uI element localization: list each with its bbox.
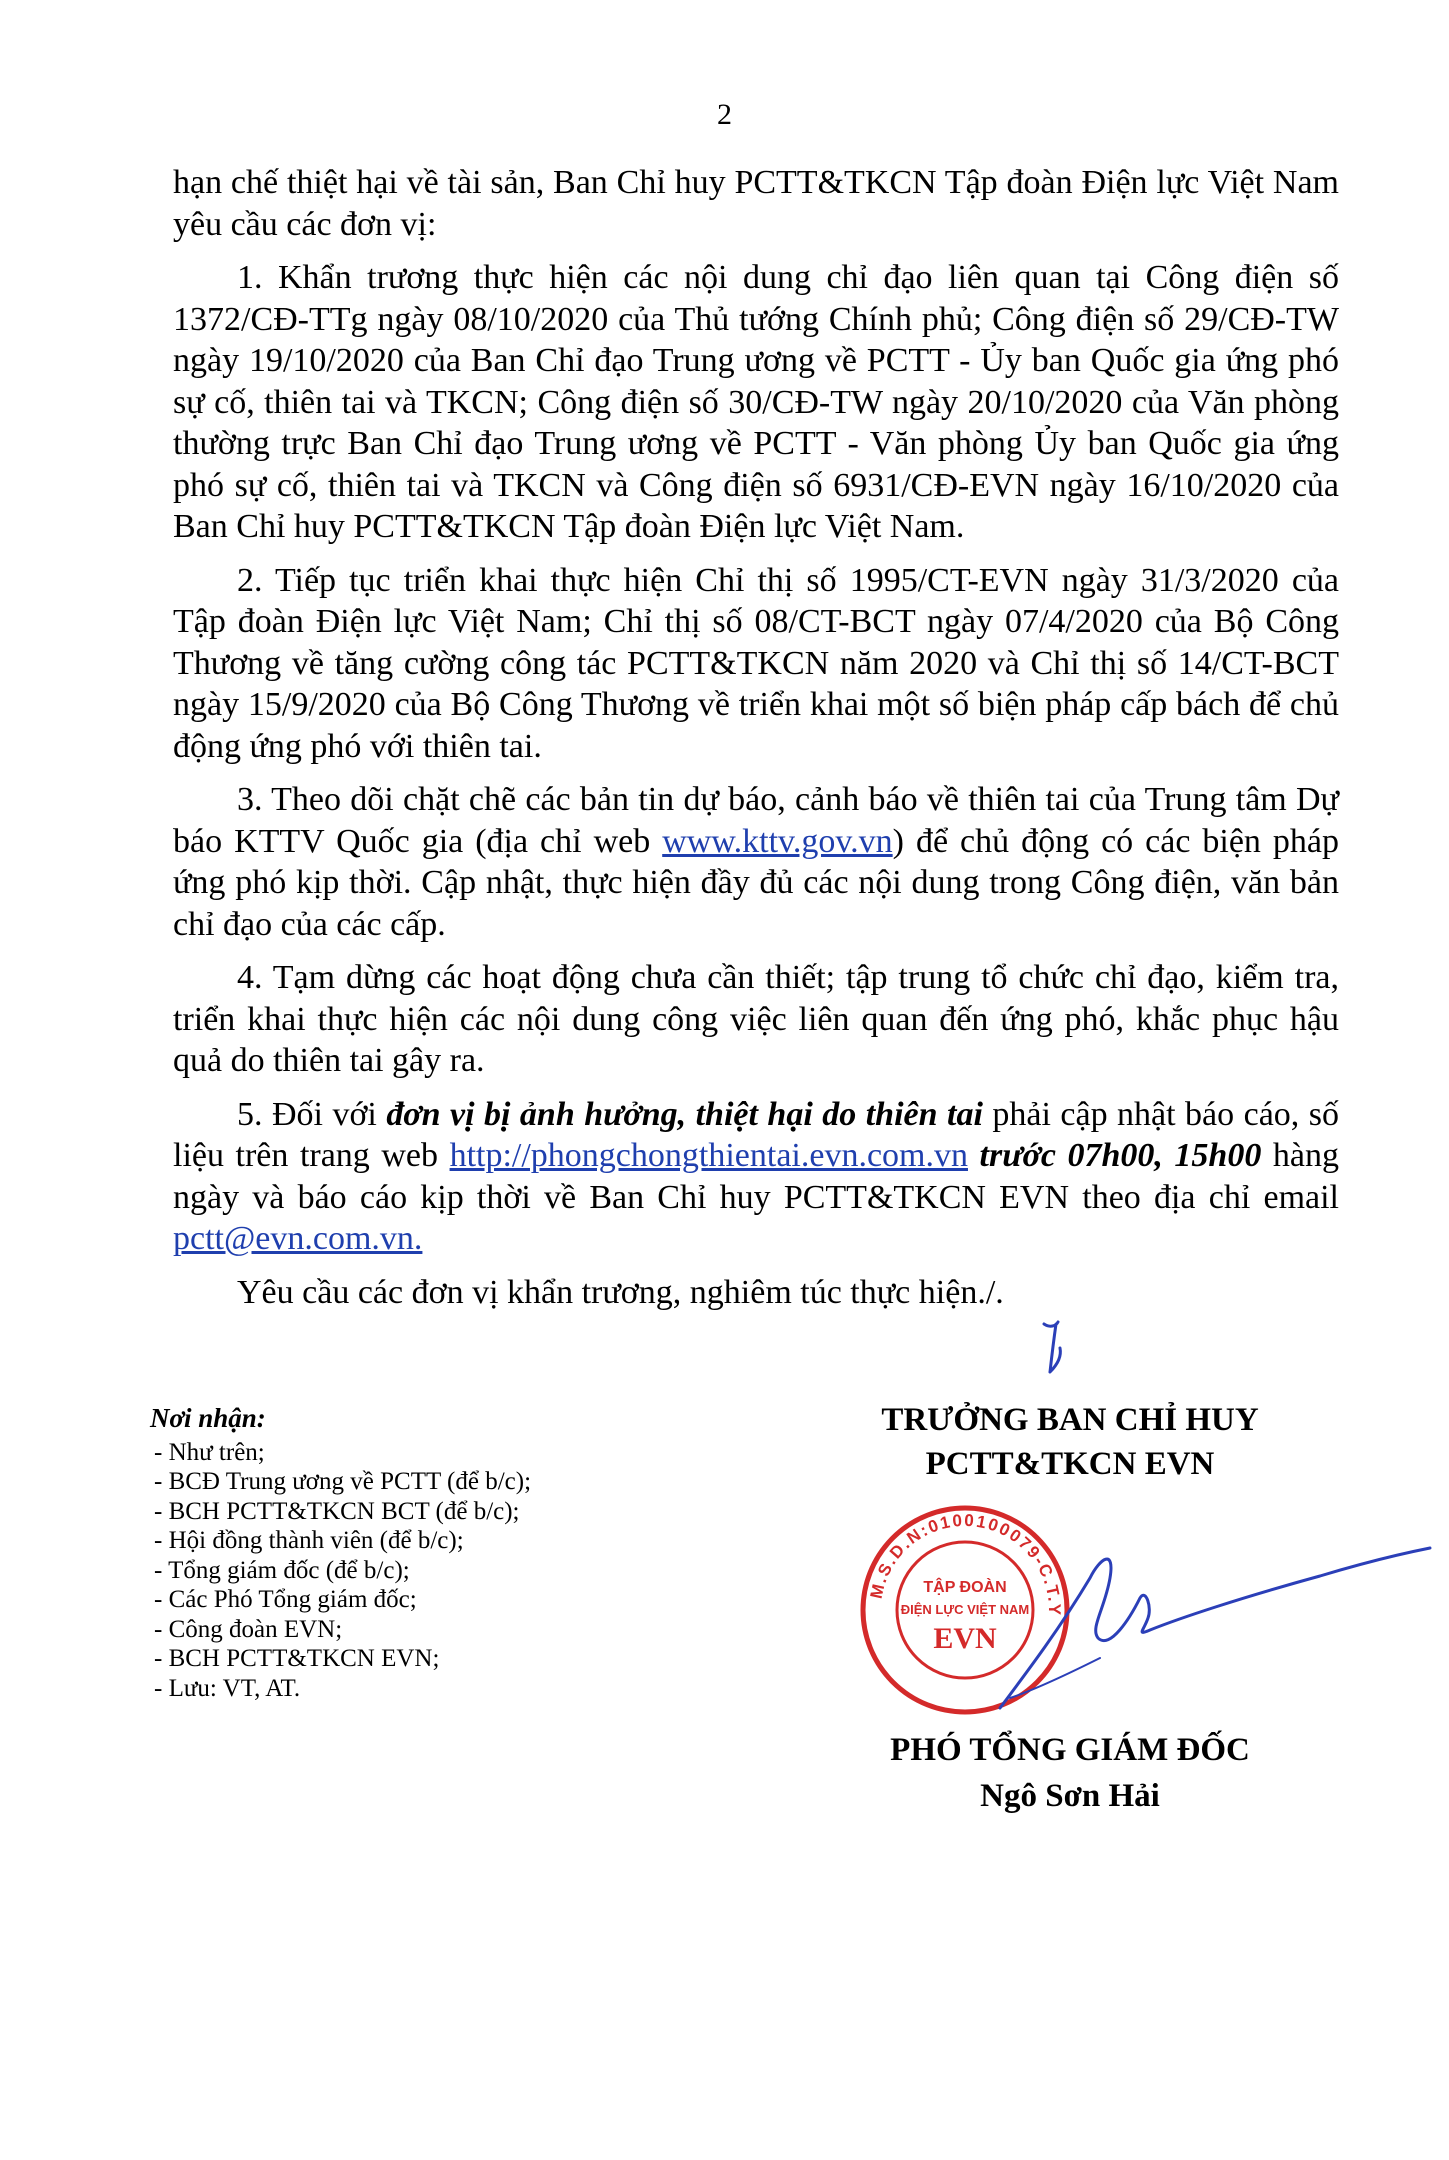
recipient-item: - Các Phó Tổng giám đốc; bbox=[154, 1586, 417, 1613]
recipient-item: - BCH PCTT&TKCN BCT (để b/c); bbox=[154, 1497, 520, 1525]
signature-title-line2: PCTT&TKCN EVN bbox=[925, 1446, 1215, 1482]
recipient-item: - Lưu: VT, AT. bbox=[154, 1674, 301, 1702]
closing-paragraph: Yêu cầu các đơn vị khẩn trương, nghiêm túc thực hiện./. bbox=[237, 1273, 1004, 1311]
signature-title-line1: TRƯỞNG BAN CHỈ HUY bbox=[881, 1402, 1259, 1438]
seal-line3: EVN bbox=[933, 1622, 997, 1655]
seal-line1: TẬP ĐOÀN bbox=[923, 1579, 1007, 1596]
item-3-paragraph bbox=[173, 779, 1339, 945]
seal-ring-text: M.S.D.N:0100100079-C.T.Y bbox=[866, 1510, 1065, 1618]
recipient-item: - BCH PCTT&TKCN EVN; bbox=[154, 1645, 440, 1672]
recipient-item: - BCĐ Trung ương về PCTT (để b/c); bbox=[154, 1468, 532, 1495]
signer-position: PHÓ TỔNG GIÁM ĐỐC bbox=[890, 1732, 1250, 1768]
initial-mark bbox=[1036, 1318, 1076, 1378]
recipient-item: - Hội đồng thành viên (để b/c); bbox=[154, 1527, 464, 1554]
item-2-paragraph: 2. Tiếp tục triển khai thực hiện Chỉ thị số 1995/CT-EVN ngày 31/3/2020 của Tập đoàn Điện lực Việt Nam; Chỉ thị số 08/CT-BCT ngày 07/4/2020 của Bộ Công Thương về tăng cường công tác PCTT&TKCN năm 2020 và Chỉ thị số 14/CT-BCT ngày 15/9/2020 của Bộ Công Thương về triển khai một số biện pháp cấp bách để chủ động ứng phó với thiên tai. bbox=[173, 561, 1339, 765]
signature-mark bbox=[940, 1518, 1440, 1728]
page-number: 2 bbox=[717, 98, 732, 131]
phongchongthientai-link[interactable]: http://phongchongthientai.evn.com.vn bbox=[449, 1137, 968, 1174]
item-5-emphasis-deadline: trước 07h00, 15h00 bbox=[967, 1137, 1262, 1174]
recipient-item: - Như trên; bbox=[154, 1438, 265, 1466]
item-5-text-c: hàng ngày và báo cáo kịp thời về Ban Chỉ huy PCTT&TKCN EVN theo địa chỉ email bbox=[173, 1137, 1340, 1216]
item-4-paragraph: 4. Tạm dừng các hoạt động chưa cần thiết; tập trung tổ chức chỉ đạo, kiểm tra, triển khai thực hiện các nội dung công việc liên quan đến ứng phó, khắc phục hậu quả do thiên tai gây ra. bbox=[173, 959, 1339, 1079]
item-5-text-b: phải cập nhật báo cáo, số liệu trên trang web bbox=[173, 1095, 1340, 1174]
item-1-paragraph: 1. Khẩn trương thực hiện các nội dung chỉ đạo liên quan tại Công điện số 1372/CĐ-TTg ngày 08/10/2020 của Thủ tướng Chính phủ; Công điện số 29/CĐ-TW ngày 19/10/2020 của Ban Chỉ đạo Trung ương về PCTT - Ủy ban Quốc gia ứng phó sự cố, thiên tai và TKCN; Công điện số 30/CĐ-TW ngày 20/10/2020 của Văn phòng thường trực Ban Chỉ đạo Trung ương về PCTT - Văn phòng Ủy ban Quốc gia ứng phó sự cố, thiên tai và TKCN và Công điện số 6931/CĐ-EVN ngày 16/10/2020 của Ban Chỉ huy PCTT&TKCN Tập đoàn Điện lực Việt Nam. bbox=[173, 259, 1339, 545]
item-5-emphasis-units: đơn vị bị ảnh hưởng, thiệt hại do thiên tai bbox=[386, 1095, 983, 1133]
signature-title-block bbox=[790, 1398, 1350, 1486]
recipients-list bbox=[150, 1404, 710, 1703]
recipient-item: - Công đoàn EVN; bbox=[154, 1615, 343, 1643]
signer-name: Ngô Sơn Hải bbox=[980, 1778, 1160, 1814]
recipients-heading: Nơi nhận: bbox=[150, 1403, 266, 1433]
document-body bbox=[173, 162, 1339, 1325]
item-5-paragraph bbox=[173, 1094, 1339, 1260]
recipient-item: - Tổng giám đốc (để b/c); bbox=[154, 1556, 410, 1584]
item-3-text-b: ) để chủ động có các biện pháp ứng phó kịp thời. Cập nhật, thực hiện đầy đủ các nội dung trong Công điện, văn bản chỉ đạo của các cấp. bbox=[173, 822, 1339, 943]
item-3-text-a: 3. Theo dõi chặt chẽ các bản tin dự báo, cảnh báo về thiên tai của Trung tâm Dự báo KTTV Quốc gia (địa chỉ web bbox=[173, 781, 1339, 860]
email-link[interactable]: pctt@evn.com.vn. bbox=[173, 1220, 423, 1257]
kttv-link[interactable]: www.kttv.gov.vn bbox=[662, 822, 893, 860]
seal-line2: ĐIỆN LỰC VIỆT NAM bbox=[900, 1602, 1030, 1617]
intro-paragraph: hạn chế thiệt hại về tài sản, Ban Chỉ huy PCTT&TKCN Tập đoàn Điện lực Việt Nam yêu cầu các đơn vị: bbox=[173, 164, 1339, 243]
item-5-text-a: 5. Đối với bbox=[237, 1095, 387, 1133]
